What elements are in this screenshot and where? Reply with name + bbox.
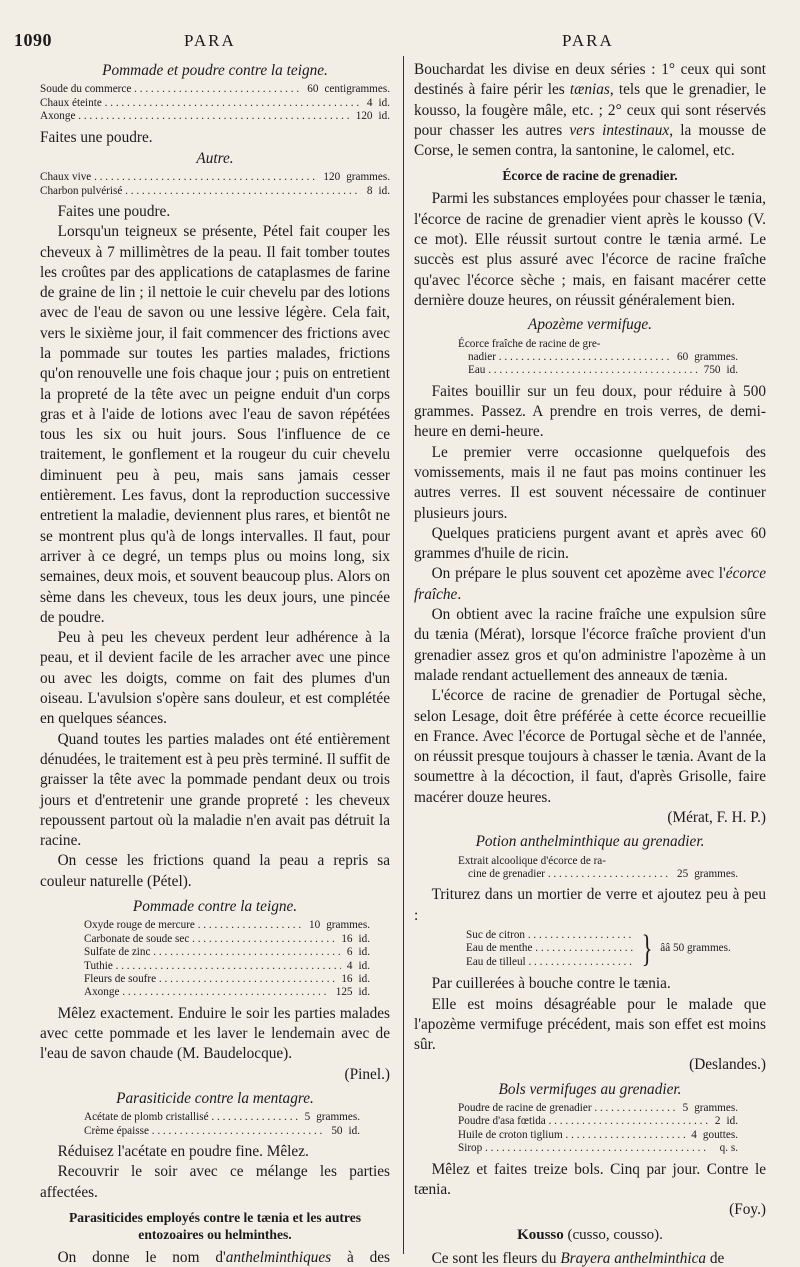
ingredient-name: Sulfate de zinc . . .	[84, 946, 341, 959]
formula-row	[40, 83, 390, 96]
ingredient-quantity: 8	[366, 184, 373, 197]
section-heading: Écorce de racine de grenadier.	[502, 168, 678, 184]
ingredient-quantity: 5	[304, 1111, 311, 1124]
text-run: , la mousse de Corse, le semen contra, la santonine, le calomel, etc.	[414, 121, 766, 160]
ingredient-unit: id.	[358, 986, 370, 999]
paragraph: Lorsqu'un teigneux se présente, Pétel fait couper les cheveux à 7 millimètres de la peau. Il fait tomber toutes les croûtes par des applications de cataplasmes de farine de graine de lin ; il nettoie le cuir chevelu par des lotions avec de l'eau de savon ou une lessive légère. Cela fait, vers le sixième jour, il fait commencer des frictions avec la pommade sur toutes les parties malades, frictions qu'on renouvelle une fois chaque jour ; puis on entretient la propreté de la tête avec un peigne enduit d'un corps gras et à l'aide de lotions avec l'eau de savon répétées tous les six ou huit jours. Sous l'influence de ce traitement, le gonflement et la rougeur du cuir chevelu diminuent peu à peu, mais sans jamais cesser entièrement. Les favus, dont la reproduction successive entretient la maladie, deviennent plus rares, et bientôt ne se montrent plus qu'à de longs intervalles. Il faut, pour arriver à ce degré, un temps plus ou moins long, six semaines, deux mois, et souvent beaucoup plus. Alors on sème dans les cheveux, tous les deux jours, une pincée de poudre.	[40, 223, 390, 626]
ingredient-quantity: 6	[346, 946, 353, 959]
running-head-right: PARA	[562, 31, 614, 50]
brace-items	[466, 929, 634, 969]
ingredient-unit: grammes.	[316, 1111, 360, 1124]
ingredient-name: nadier . . .	[468, 351, 671, 364]
formula-rows	[458, 868, 738, 881]
formula	[414, 855, 766, 882]
left-column	[40, 60, 390, 1267]
formula-row	[84, 919, 370, 932]
curly-brace-icon: }	[641, 928, 653, 971]
formula-row	[84, 973, 370, 986]
ingredient-unit: id.	[726, 1115, 738, 1128]
text-run: tænias	[569, 81, 610, 99]
attribution: (Mérat, F. H. P.)	[667, 809, 766, 827]
ingredient-quantity: 2	[714, 1115, 721, 1128]
running-header	[0, 30, 800, 54]
ingredient-name: Soude du commerce . . .	[40, 83, 301, 96]
text-run: Bouchardat les divise en deux séries : 1° ceux qui sont destinés à faire périr les	[414, 61, 766, 99]
ingredient-quantity: 125	[335, 986, 353, 999]
formula-row	[40, 110, 390, 123]
ingredient-name: Eau de tilleul . . .	[466, 956, 634, 969]
formula-row	[84, 1111, 360, 1124]
ingredient-name: Fleurs de soufre . . .	[84, 973, 335, 986]
text-run: , tels que le grenadier, le kousso, la fougère mâle, etc. ; 2° ceux qui sont réservés pour chasser les autres	[414, 81, 766, 139]
formula	[414, 1102, 766, 1156]
text-run: On prépare le plus souvent cet apozème avec l'	[431, 565, 726, 583]
ingredient-name: Carbonate de soude sec . . .	[84, 933, 335, 946]
ingredient-name: Charbon pulvérisé . . .	[40, 185, 361, 198]
ingredient-name: Tuthie . . .	[84, 960, 341, 973]
ingredient-unit: grammes.	[694, 1102, 738, 1115]
ingredient-name: Suc de citron . . .	[466, 929, 634, 942]
brace-item	[466, 942, 634, 955]
formula	[40, 919, 390, 999]
section-heading: Potion anthelminthique au grenadier.	[475, 833, 705, 851]
formula-line: Extrait alcoolique d'écorce de ra-	[458, 854, 606, 867]
ingredient-name: Axonge . . .	[84, 986, 330, 999]
ingredient-name: Axonge . . .	[40, 110, 350, 123]
paragraph: Le premier verre occasionne quelquefois des vomissements, mais il ne faut pas moins continuer les autres verres. Il est souvent nécessaire de continuer plusieurs jours.	[414, 443, 766, 522]
ingredient-unit: id.	[358, 932, 370, 945]
attribution: (Pinel.)	[344, 1065, 390, 1083]
ingredient-unit: centigrammes.	[324, 83, 390, 96]
paragraph: L'écorce de racine de grenadier de Portugal sèche, selon Lesage, doit être préférée à cette écorce recueillie en France. Avec l'écorce de Portugal sèche et de l'année, on réussit presque toujours à chasser le tænia. Avant de la soumettre à la décoction, il faut, d'après Grisolle, faire macérer douze heures.	[414, 687, 766, 806]
ingredient-name: Chaux vive . . .	[40, 171, 317, 184]
section-heading: Pommade et poudre contre la teigne.	[102, 62, 328, 79]
section-heading: Apozème vermifuge.	[527, 316, 653, 334]
formula	[40, 1111, 390, 1138]
paragraph: Mêlez et faites treize bols. Cinq par jour. Contre le tænia.	[414, 1160, 766, 1198]
ingredient-unit: id.	[726, 364, 738, 377]
text-run: .	[457, 585, 462, 603]
paragraph: Triturez dans un mortier de verre et ajoutez peu à peu :	[414, 886, 766, 924]
section-heading: Bols vermifuges au grenadier.	[498, 1080, 682, 1098]
ingredient-unit: grammes.	[346, 171, 390, 184]
right-column	[414, 60, 766, 1267]
ingredient-quantity: 120	[355, 110, 373, 123]
ingredient-unit: q. s.	[719, 1142, 738, 1155]
paragraph: Parmi les substances employées pour chasser le tænia, l'écorce de racine de grenadier vient après le kousso (V. ce mot). Elle réussit surtout contre le tænia armé. Le succès est plus assuré avec l'écorce de racine fraîche qu'avec l'écorce sèche ; mais, en faisant macérer cette dernière douze heures, on réussit généralement bien.	[414, 190, 766, 309]
section-heading: Pommade contre la teigne.	[132, 898, 298, 916]
ingredient-quantity: 10	[309, 919, 321, 932]
attribution: (Deslandes.)	[689, 1056, 766, 1074]
formula	[40, 171, 390, 198]
ingredient-quantity: 5	[682, 1102, 689, 1115]
formula	[414, 338, 766, 378]
ingredient-name: Chaux éteinte . . .	[40, 97, 361, 110]
formula-row	[458, 1102, 738, 1115]
text-run: Kousso	[517, 1226, 564, 1243]
ingredient-quantity: 4	[346, 959, 353, 972]
formula-line: Écorce fraîche de racine de gre-	[458, 337, 601, 350]
ingredient-unit: id.	[378, 110, 390, 123]
formula	[40, 83, 390, 123]
section-heading: Parasiticide contre la mentagre.	[116, 1089, 314, 1107]
text-run: écorce fraîche	[414, 565, 766, 603]
formula-row	[468, 351, 738, 364]
formula-row	[468, 364, 738, 377]
brace-group	[466, 929, 766, 969]
section-heading	[414, 1227, 766, 1244]
formula-row	[40, 171, 390, 184]
paragraph: Recouvrir le soir avec ce mélange les parties affectées.	[40, 1163, 390, 1201]
text-run: On donne le nom d'	[57, 1248, 226, 1266]
ingredient-unit: id.	[378, 96, 390, 109]
running-head-left: PARA	[184, 31, 236, 50]
formula-row	[458, 1142, 738, 1155]
formula-row	[84, 960, 370, 973]
text-run: de	[706, 1249, 725, 1267]
ingredient-quantity: 750	[703, 364, 721, 377]
ingredient-name: Huile de croton tiglium . . .	[458, 1129, 685, 1142]
formula-row	[84, 946, 370, 959]
paragraph: Peu à peu les cheveux perdent leur adhérence à la peau, et il devient facile de les arracher avec une pince ou avec les doigts, comme on fait des plumes d'un oiseau. L'avulsion s'opère sans douleur, et est complétée en quelques séances.	[40, 629, 390, 728]
text-run: Brayera anthelminthica	[560, 1249, 707, 1267]
ingredient-unit: grammes.	[694, 868, 738, 881]
brace-item	[466, 929, 634, 942]
paragraph: Quelques praticiens purgent avant et après avec 60 grammes d'huile de ricin.	[414, 524, 766, 563]
ingredient-name: Eau . . .	[468, 364, 698, 377]
ingredient-quantity: 4	[691, 1128, 697, 1141]
ingredient-name: Acétate de plomb cristallisé . . .	[84, 1111, 299, 1124]
ingredient-unit: grammes.	[694, 350, 738, 363]
brace-item	[466, 956, 634, 969]
ingredient-unit: id.	[358, 946, 370, 959]
ingredient-name: cine de grenadier . . .	[468, 868, 671, 881]
ingredient-quantity: 4	[366, 96, 373, 109]
formula-row	[84, 1125, 360, 1138]
formula-row	[458, 1115, 738, 1128]
ingredient-quantity: 120	[323, 171, 341, 184]
text-run: vers intestinaux	[569, 121, 670, 139]
paragraph: Faites une poudre.	[57, 202, 171, 220]
page-number: 1090	[14, 30, 52, 50]
text-run: anthelminthiques	[225, 1248, 332, 1266]
paragraph: On obtient avec la racine fraîche une expulsion sûre du tænia (Mérat), lorsque l'écorce fraîche provient d'un grenadier assez gros et qu'on administre l'apozème à un malade rendant actuellement des anneaux de tænia.	[414, 606, 766, 684]
formula-row	[84, 933, 370, 946]
ingredient-name: Sirop . . .	[458, 1142, 708, 1155]
formula-rows	[458, 351, 738, 378]
text-run: Ce sont les fleurs du	[431, 1249, 561, 1267]
paragraph	[414, 60, 766, 161]
brace-value: ââ 50 grammes.	[660, 942, 731, 955]
formula-row	[40, 97, 390, 110]
formula-row	[40, 185, 390, 198]
text-run: (cusso, cousso).	[563, 1226, 663, 1243]
paragraph	[40, 1248, 390, 1267]
paragraph: Réduisez l'acétate en poudre fine. Mêlez.	[57, 1143, 309, 1161]
attribution: (Foy.)	[729, 1201, 766, 1219]
formula-row	[468, 868, 738, 881]
ingredient-unit: id.	[358, 972, 370, 985]
ingredient-name: Crème épaisse . . .	[84, 1125, 325, 1138]
ingredient-name: Oxyde rouge de mercure . . .	[84, 919, 303, 932]
paragraph	[414, 564, 766, 605]
ingredient-name: Poudre d'asa fœtida . . .	[458, 1115, 709, 1128]
section-heading: Autre.	[196, 149, 234, 167]
formula-row	[84, 986, 370, 999]
ingredient-unit: id.	[358, 959, 370, 972]
section-heading: Parasiticides employés contre le tænia et les autres entozoaires ou helminthes.	[68, 1209, 362, 1242]
column-divider	[403, 56, 404, 1254]
paragraph: On cesse les frictions quand la peau a repris sa couleur naturelle (Pétel).	[40, 852, 390, 890]
ingredient-unit: id.	[348, 1124, 360, 1137]
ingredient-unit: grammes.	[326, 919, 370, 932]
ingredient-quantity: 25	[677, 868, 689, 881]
formula-row	[458, 1129, 738, 1142]
paragraph: Faites une poudre.	[40, 128, 153, 146]
paragraph: Elle est moins désagréable pour le malade que l'apozème vermifuge précédent, mais son effet est moins sûr.	[414, 995, 766, 1054]
text-run: à des	[346, 1248, 390, 1266]
paragraph: Quand toutes les parties malades ont été entièrement dénudées, le traitement est à peu près terminé. Il suffit de graisser la tête avec la pommade pendant deux ou trois jours et d'entretenir une grande propreté : les cheveux repoussent partout où la maladie n'en avait pas détruit la racine.	[40, 730, 390, 850]
ingredient-quantity: 16	[341, 932, 353, 945]
ingredient-quantity: 60	[307, 83, 319, 96]
ingredient-name: Eau de menthe . . .	[466, 942, 634, 955]
paragraph: Mêlez exactement. Enduire le soir les parties malades avec cette pommade et les laver le lendemain avec de l'eau de savon chaude (M. Baudelocque).	[40, 1004, 390, 1063]
ingredient-quantity: 50	[331, 1124, 343, 1137]
ingredient-unit: id.	[378, 184, 390, 197]
paragraph	[414, 1249, 766, 1267]
ingredient-quantity: 60	[677, 350, 689, 363]
paragraph: Par cuillerées à bouche contre le tænia.	[431, 975, 671, 993]
ingredient-unit: gouttes.	[702, 1128, 738, 1141]
ingredient-name: Poudre de racine de grenadier . . .	[458, 1102, 677, 1115]
ingredient-quantity: 16	[341, 972, 353, 985]
paragraph: Faites bouillir sur un feu doux, pour réduire à 500 grammes. Passez. A prendre en trois verres, de demi-heure en demi-heure.	[414, 382, 766, 441]
